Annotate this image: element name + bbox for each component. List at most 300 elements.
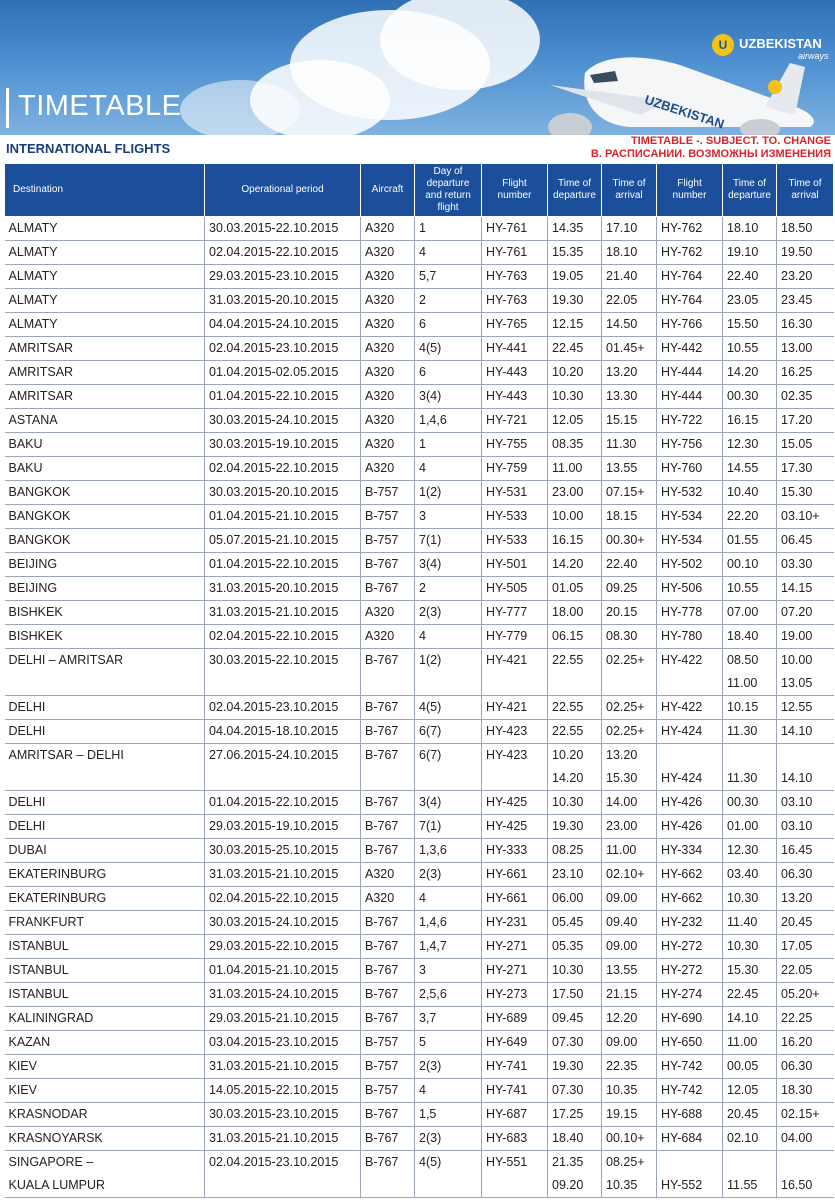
return-arrival-cell-text: 06.45: [781, 533, 813, 547]
return-departure-cell: [723, 696, 777, 720]
aircraft-cell-text: B-757: [365, 509, 399, 523]
period-cell-text: 30.03.2015-23.10.2015: [209, 1107, 339, 1121]
table-row: [5, 791, 834, 815]
aircraft-cell: [361, 791, 415, 815]
aircraft-cell-text: A320: [365, 437, 395, 451]
outbound-departure-cell: [548, 601, 602, 625]
period-cell-text: 30.03.2015-25.10.2015: [209, 843, 339, 857]
return-departure-cell-text: 10.40: [727, 485, 759, 499]
return-arrival-cell-text: 23.20: [781, 269, 813, 283]
days-cell: [415, 935, 482, 959]
outbound-flight-cell-text: HY-761: [486, 221, 528, 235]
return-flight-cell-text: HY-764: [661, 269, 703, 283]
return-arrival-cell-text: 23.45: [781, 293, 813, 307]
outbound-departure-cell: [548, 625, 602, 649]
period-cell: [205, 815, 361, 839]
destination-cell-text: ASTANA: [8, 413, 58, 427]
destination-cell-text: BISHKEK: [8, 629, 63, 643]
outbound-departure-cell-text: 23.10: [552, 867, 584, 881]
destination-cell: [5, 457, 205, 481]
days-cell-text: 1,4,6: [419, 413, 447, 427]
aircraft-cell: [361, 361, 415, 385]
aircraft-cell-text: B-767: [365, 557, 399, 571]
aircraft-cell: [361, 815, 415, 839]
aircraft-cell: [361, 696, 415, 720]
table-row: [5, 601, 834, 625]
destination-cell-text: AMRITSAR: [8, 341, 74, 355]
days-cell-text: 6: [419, 365, 426, 379]
days-cell-text: 7(1): [419, 533, 442, 547]
outbound-flight-cell-text: HY-533: [486, 509, 528, 523]
return-flight-cell-text-second-line: HY-552: [661, 1178, 703, 1192]
outbound-departure-cell-text: 16.15: [552, 533, 584, 547]
return-departure-cell-text: 18.40: [727, 629, 759, 643]
aircraft-cell: [361, 433, 415, 457]
aircraft-cell-text: A320: [365, 293, 395, 307]
outbound-flight-cell-text: HY-421: [486, 653, 528, 667]
return-arrival-cell-text: [781, 744, 834, 767]
destination-cell-text: KRASNODAR: [8, 1107, 88, 1121]
outbound-flight-cell-text-second-line: [486, 672, 547, 695]
period-cell-text: 03.04.2015-23.10.2015: [209, 1035, 339, 1049]
return-flight-cell: [657, 289, 723, 313]
period-cell: [205, 241, 361, 265]
destination-cell: [5, 1103, 205, 1127]
return-departure-cell: [723, 649, 777, 696]
outbound-arrival-cell-text: 14.00: [606, 795, 638, 809]
outbound-flight-cell: [482, 1151, 548, 1198]
aircraft-cell: [361, 625, 415, 649]
return-arrival-cell-text: 03.10+: [781, 509, 820, 523]
period-cell-text: 04.04.2015-18.10.2015: [209, 724, 339, 738]
outbound-departure-cell-text: 07.30: [552, 1083, 584, 1097]
outbound-arrival-cell-text: 01.45+: [606, 341, 645, 355]
outbound-flight-cell: [482, 1103, 548, 1127]
period-cell-text: 31.03.2015-21.10.2015: [209, 1131, 339, 1145]
outbound-arrival-cell-text: 08.25+: [606, 1155, 645, 1169]
return-arrival-cell-text: 22.25: [781, 1011, 813, 1025]
outbound-arrival-cell: [602, 265, 657, 289]
outbound-flight-cell-text: HY-687: [486, 1107, 528, 1121]
destination-cell-text: ISTANBUL: [8, 987, 69, 1001]
return-arrival-cell: [777, 481, 834, 505]
return-departure-cell-text: 12.05: [727, 1083, 759, 1097]
table-row: [5, 241, 834, 265]
outbound-flight-cell-text: HY-273: [486, 987, 528, 1001]
destination-cell-text: EKATERINBURG: [8, 867, 107, 881]
outbound-departure-cell: [548, 337, 602, 361]
aircraft-cell: [361, 241, 415, 265]
outbound-flight-cell-text: HY-425: [486, 795, 528, 809]
period-cell-text: 01.04.2015-22.10.2015: [209, 389, 339, 403]
return-flight-cell: [657, 1079, 723, 1103]
outbound-arrival-cell: [602, 649, 657, 696]
aircraft-cell-text: B-767: [365, 795, 399, 809]
outbound-departure-cell: [548, 433, 602, 457]
return-departure-cell: [723, 863, 777, 887]
return-arrival-cell-text: 20.45: [781, 915, 813, 929]
return-arrival-cell: [777, 1031, 834, 1055]
aircraft-cell-text: B-757: [365, 533, 399, 547]
days-cell: [415, 649, 482, 696]
return-departure-cell-text: 11.00: [727, 1035, 758, 1049]
return-departure-cell: [723, 1079, 777, 1103]
period-cell: [205, 983, 361, 1007]
return-flight-cell: [657, 241, 723, 265]
outbound-flight-cell: [482, 601, 548, 625]
outbound-arrival-cell: [602, 1055, 657, 1079]
plane-livery-text: UZBEKISTAN: [642, 91, 727, 132]
outbound-departure-cell-text: 22.55: [552, 653, 584, 667]
outbound-departure-cell: [548, 935, 602, 959]
return-arrival-cell-text: 13.20: [781, 891, 813, 905]
outbound-flight-cell: [482, 289, 548, 313]
days-cell-text: 6: [419, 317, 426, 331]
period-cell-text: 02.04.2015-23.10.2015: [209, 341, 339, 355]
outbound-arrival-cell-text: 22.35: [606, 1059, 638, 1073]
destination-cell: [5, 863, 205, 887]
outbound-arrival-cell-text: 13.20: [606, 748, 638, 762]
return-departure-cell: [723, 911, 777, 935]
return-departure-cell-text: 12.30: [727, 437, 759, 451]
change-notice-ru: В. РАСПИСАНИИ. ВОЗМОЖНЫ ИЗМЕНЕНИЯ: [590, 148, 831, 160]
outbound-arrival-cell: [602, 887, 657, 911]
destination-cell-text: ISTANBUL: [8, 963, 69, 977]
return-departure-cell: [723, 313, 777, 337]
outbound-arrival-cell: [602, 839, 657, 863]
outbound-arrival-cell-text: 00.30+: [606, 533, 645, 547]
days-cell-text: 3: [419, 509, 426, 523]
days-cell-text: 2: [419, 293, 426, 307]
outbound-arrival-cell-text: 17.10: [606, 221, 638, 235]
outbound-departure-cell-text: 12.15: [552, 317, 584, 331]
return-flight-cell-text: HY-534: [661, 533, 703, 547]
days-cell: [415, 433, 482, 457]
outbound-arrival-cell: [602, 911, 657, 935]
destination-cell: [5, 241, 205, 265]
table-row: [5, 529, 834, 553]
table-row: [5, 265, 834, 289]
outbound-departure-cell-text: 17.50: [552, 987, 584, 1001]
destination-cell: [5, 744, 205, 791]
days-cell: [415, 744, 482, 791]
outbound-flight-cell-text: HY-501: [486, 557, 528, 571]
outbound-flight-cell-text: HY-531: [486, 485, 528, 499]
destination-cell-text: KALININGRAD: [8, 1011, 94, 1025]
return-arrival-cell: [777, 241, 834, 265]
outbound-arrival-cell-text: 18.15: [606, 509, 638, 523]
return-flight-cell: [657, 744, 723, 791]
return-flight-cell-text: HY-762: [661, 221, 703, 235]
outbound-departure-cell-text: 22.55: [552, 700, 584, 714]
period-cell: [205, 529, 361, 553]
destination-cell: [5, 433, 205, 457]
return-flight-cell-text: HY-442: [661, 341, 703, 355]
aircraft-cell-text: B-767: [365, 843, 399, 857]
outbound-departure-cell-text: 06.00: [552, 891, 584, 905]
outbound-departure-cell-text: 19.05: [552, 269, 584, 283]
outbound-arrival-cell-text: 10.35: [606, 1083, 638, 1097]
days-cell-text: 2(3): [419, 1131, 442, 1145]
outbound-flight-cell-text: HY-759: [486, 461, 528, 475]
days-cell: [415, 887, 482, 911]
return-arrival-cell-text: 18.50: [781, 221, 813, 235]
return-flight-cell-text: HY-506: [661, 581, 703, 595]
days-cell: [415, 457, 482, 481]
return-flight-cell: [657, 217, 723, 241]
outbound-departure-cell: [548, 289, 602, 313]
days-cell-text: 7(1): [419, 819, 442, 833]
destination-cell: [5, 1151, 205, 1198]
period-cell: [205, 361, 361, 385]
return-departure-cell: [723, 1127, 777, 1151]
outbound-flight-cell-text: HY-505: [486, 581, 528, 595]
return-arrival-cell: [777, 1055, 834, 1079]
table-row: [5, 1007, 834, 1031]
return-arrival-cell: [777, 791, 834, 815]
period-cell: [205, 863, 361, 887]
return-flight-cell-text: HY-756: [661, 437, 703, 451]
aircraft-cell-text: B-767: [365, 1011, 399, 1025]
return-flight-cell: [657, 1007, 723, 1031]
return-flight-cell-text-second-line: HY-424: [661, 771, 703, 785]
aircraft-cell: [361, 649, 415, 696]
return-flight-cell-text: HY-424: [661, 724, 703, 738]
outbound-arrival-cell: [602, 241, 657, 265]
outbound-departure-cell: [548, 529, 602, 553]
outbound-departure-cell: [548, 839, 602, 863]
return-departure-cell: [723, 601, 777, 625]
return-flight-cell: [657, 839, 723, 863]
outbound-departure-cell: [548, 744, 602, 791]
table-row: [5, 1103, 834, 1127]
outbound-departure-cell: [548, 409, 602, 433]
return-flight-cell-text: HY-502: [661, 557, 703, 571]
destination-cell-text-second-line: KUALA LUMPUR: [8, 1178, 106, 1192]
return-arrival-cell-text: 04.00: [781, 1131, 813, 1145]
destination-cell: [5, 1127, 205, 1151]
destination-cell: [5, 935, 205, 959]
return-arrival-cell-text: 16.45: [781, 843, 813, 857]
return-flight-cell-text: HY-426: [661, 819, 703, 833]
destination-cell-text: BEIJING: [8, 581, 58, 595]
return-departure-cell: [723, 1103, 777, 1127]
outbound-departure-cell-text: 19.30: [552, 293, 584, 307]
days-cell-text: 2,5,6: [419, 987, 447, 1001]
outbound-arrival-cell: [602, 791, 657, 815]
empty-line: [419, 767, 481, 790]
column-header: Time of arrival: [777, 164, 834, 217]
outbound-departure-cell: [548, 649, 602, 696]
outbound-departure-cell: [548, 1055, 602, 1079]
outbound-departure-cell-text: 19.30: [552, 819, 584, 833]
outbound-departure-cell: [548, 863, 602, 887]
column-header: Flight number: [482, 164, 548, 217]
return-flight-cell: [657, 1055, 723, 1079]
period-cell: [205, 744, 361, 791]
outbound-flight-cell: [482, 1055, 548, 1079]
return-departure-cell: [723, 744, 777, 791]
outbound-arrival-cell: [602, 720, 657, 744]
outbound-arrival-cell: [602, 1103, 657, 1127]
destination-cell-text: AMRITSAR: [8, 365, 74, 379]
destination-cell-text: BAKU: [8, 461, 43, 475]
table-row: [5, 983, 834, 1007]
days-cell-text: 2(3): [419, 605, 442, 619]
table-header-row: [5, 164, 834, 217]
outbound-departure-cell: [548, 385, 602, 409]
return-flight-cell-text: HY-742: [661, 1083, 703, 1097]
aircraft-cell-text: A320: [365, 389, 395, 403]
outbound-arrival-cell-text: 02.25+: [606, 700, 645, 714]
aircraft-cell-text: A320: [365, 413, 395, 427]
outbound-arrival-cell: [602, 385, 657, 409]
destination-cell: [5, 409, 205, 433]
days-cell-text: 3,7: [419, 1011, 437, 1025]
outbound-flight-cell-text: HY-661: [486, 867, 528, 881]
days-cell-text: 2(3): [419, 1059, 442, 1073]
aircraft-cell: [361, 839, 415, 863]
days-cell-text: 2(3): [419, 867, 442, 881]
return-departure-cell-text: 12.30: [727, 843, 759, 857]
outbound-departure-cell-text: 19.30: [552, 1059, 584, 1073]
return-flight-cell-text: HY-780: [661, 629, 703, 643]
outbound-departure-cell: [548, 457, 602, 481]
destination-cell-text: DUBAI: [8, 843, 47, 857]
aircraft-cell: [361, 457, 415, 481]
days-cell: [415, 313, 482, 337]
return-arrival-cell-text-second-line: 14.10: [781, 771, 813, 785]
days-cell: [415, 625, 482, 649]
days-cell: [415, 1007, 482, 1031]
return-flight-cell: [657, 911, 723, 935]
return-arrival-cell: [777, 1127, 834, 1151]
outbound-arrival-cell-text: 18.10: [606, 245, 638, 259]
outbound-arrival-cell-text: 13.30: [606, 389, 638, 403]
return-flight-cell-text: HY-764: [661, 293, 703, 307]
outbound-arrival-cell-text: 15.15: [606, 413, 638, 427]
return-departure-cell-text: 14.10: [727, 1011, 759, 1025]
days-cell-text: 1(2): [419, 485, 442, 499]
column-header: Time of departure: [548, 164, 602, 217]
outbound-flight-cell: [482, 313, 548, 337]
table-row: [5, 289, 834, 313]
outbound-departure-cell: [548, 1007, 602, 1031]
period-cell-text: 02.04.2015-23.10.2015: [209, 700, 339, 714]
outbound-departure-cell: [548, 815, 602, 839]
return-arrival-cell-text: 18.30: [781, 1083, 813, 1097]
return-arrival-cell-text: 12.55: [781, 700, 813, 714]
aircraft-cell-text: B-767: [365, 1155, 399, 1169]
aircraft-cell-text: A320: [365, 245, 395, 259]
period-cell-text: 31.03.2015-21.10.2015: [209, 605, 339, 619]
period-cell: [205, 217, 361, 241]
empty-line: [419, 1174, 481, 1197]
period-cell-text: 30.03.2015-20.10.2015: [209, 485, 339, 499]
return-arrival-cell-text: 15.05: [781, 437, 813, 451]
destination-cell: [5, 385, 205, 409]
outbound-arrival-cell-text: 09.00: [606, 891, 638, 905]
days-cell-text: 4: [419, 891, 426, 905]
return-departure-cell-text: 01.00: [727, 819, 759, 833]
outbound-arrival-cell-text: 22.05: [606, 293, 638, 307]
outbound-arrival-cell-text: 07.15+: [606, 485, 645, 499]
outbound-departure-cell: [548, 1127, 602, 1151]
period-cell: [205, 696, 361, 720]
return-flight-cell: [657, 1127, 723, 1151]
timetable-body: [5, 217, 834, 1198]
period-cell-text: 02.04.2015-23.10.2015: [209, 1155, 339, 1169]
return-departure-cell-text: 10.30: [727, 891, 759, 905]
destination-cell-text: BISHKEK: [8, 605, 63, 619]
return-flight-cell: [657, 696, 723, 720]
return-arrival-cell: [777, 1151, 834, 1198]
period-cell-text: 31.03.2015-21.10.2015: [209, 867, 339, 881]
outbound-departure-cell: [548, 217, 602, 241]
period-cell-text: 30.03.2015-22.10.2015: [209, 221, 339, 235]
destination-cell-text: KIEV: [8, 1083, 37, 1097]
days-cell: [415, 863, 482, 887]
period-cell: [205, 1055, 361, 1079]
aircraft-cell: [361, 1079, 415, 1103]
outbound-departure-cell-text: 14.35: [552, 221, 584, 235]
outbound-flight-cell-text: HY-661: [486, 891, 528, 905]
period-cell-text: 31.03.2015-20.10.2015: [209, 293, 339, 307]
return-arrival-cell: [777, 265, 834, 289]
days-cell-text: 1: [419, 437, 426, 451]
period-cell-text: 01.04.2015-22.10.2015: [209, 557, 339, 571]
outbound-departure-cell: [548, 720, 602, 744]
return-arrival-cell: [777, 361, 834, 385]
return-flight-cell-text: HY-444: [661, 365, 703, 379]
period-cell-text: 04.04.2015-24.10.2015: [209, 317, 339, 331]
return-flight-cell-text: HY-688: [661, 1107, 703, 1121]
outbound-flight-cell: [482, 1031, 548, 1055]
days-cell: [415, 1103, 482, 1127]
outbound-flight-cell: [482, 625, 548, 649]
outbound-flight-cell-text: HY-741: [486, 1083, 528, 1097]
table-row: [5, 911, 834, 935]
aircraft-cell-text: B-767: [365, 724, 399, 738]
destination-cell-text: ALMATY: [8, 317, 58, 331]
period-cell-text: 01.04.2015-02.05.2015: [209, 365, 339, 379]
outbound-departure-cell-text: 10.20: [552, 748, 584, 762]
outbound-departure-cell: [548, 361, 602, 385]
outbound-flight-cell-text: HY-231: [486, 915, 528, 929]
return-arrival-cell-text: 10.00: [781, 653, 813, 667]
return-arrival-cell: [777, 696, 834, 720]
return-departure-cell-text: 11.40: [727, 915, 758, 929]
outbound-flight-cell: [482, 720, 548, 744]
outbound-arrival-cell: [602, 815, 657, 839]
days-cell: [415, 696, 482, 720]
return-departure-cell: [723, 1055, 777, 1079]
return-flight-cell: [657, 601, 723, 625]
outbound-arrival-cell-text: 09.00: [606, 939, 638, 953]
period-cell: [205, 1031, 361, 1055]
destination-cell: [5, 815, 205, 839]
outbound-flight-cell: [482, 1079, 548, 1103]
destination-cell: [5, 887, 205, 911]
return-flight-cell: [657, 385, 723, 409]
return-departure-cell-text: 14.20: [727, 365, 759, 379]
return-flight-cell: [657, 265, 723, 289]
destination-cell: [5, 839, 205, 863]
outbound-arrival-cell: [602, 1079, 657, 1103]
days-cell-text: 4(5): [419, 700, 442, 714]
aircraft-cell: [361, 1031, 415, 1055]
return-flight-cell-text: HY-232: [661, 915, 703, 929]
